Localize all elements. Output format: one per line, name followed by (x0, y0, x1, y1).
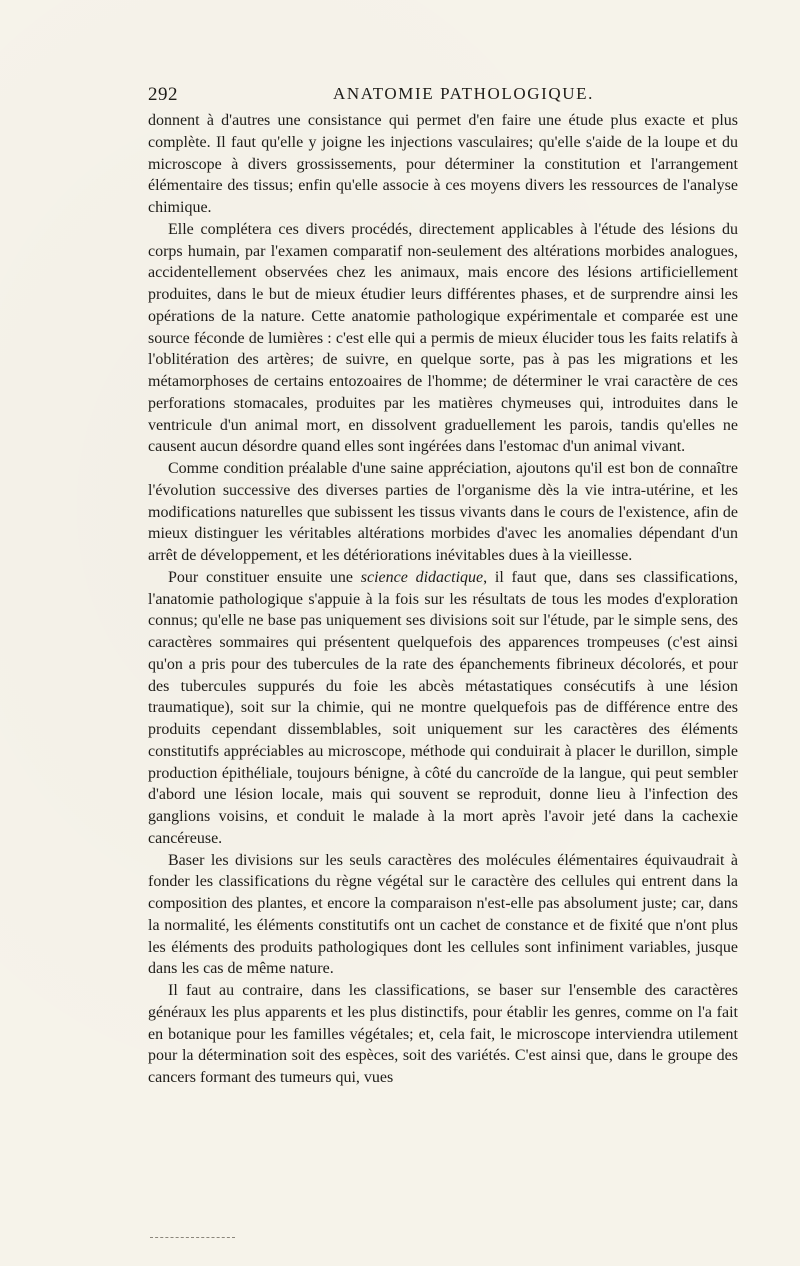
paragraph-3-text: Comme condition préalable d'une saine appréciation, ajoutons qu'il est bon de connaître l'évolution successive des diverses parties de l'organisme dès la vie intra-utérine, et les modifications naturelles que subissent les tissus vivants dans le cours de l'existence, afin de mieux distinguer les véritables altérations morbides d'avec les anomalies dépendant d'un arrêt de développement, et les détériorations inévitables dues à la vieillesse. (148, 460, 738, 564)
paragraph-1-text: donnent à d'autres une consistance qui permet d'en faire une étude plus exacte et plus complète. Il faut qu'elle y joigne les injections vasculaires; qu'elle s'aide de la loupe et du microscope à divers grossissements, pour déterminer la constitution et l'arrangement élémentaire des tissus; enfin qu'elle associe à ces moyens divers les ressources de l'analyse chimique. (148, 112, 738, 216)
paragraph-5-text: Baser les divisions sur les seuls caractères des molécules élémentaires équivaudrait à fonder les classifications du règne végétal sur le caractère des cellules qui entrent dans la composition des plantes, et encore la comparaison n'est-elle pas absolument juste; car, dans la normalité, les éléments constitutifs ont un cachet de constance et de fixité que n'ont plus les éléments des produits pathologiques dont les cellules sont infiniment variables, jusque dans les cas de même nature. (148, 851, 738, 978)
body-text (148, 110, 738, 1089)
page-header (148, 84, 753, 108)
paragraph-6-text: Il faut au contraire, dans les classifications, se baser sur l'ensemble des caractères généraux les plus apparents et les plus distinctifs, pour établir les genres, comme on l'a fait en botanique pour les familles végétales; et, cela fait, le microscope interviendra utilement pour la détermination soit des espèces, soit des variétés. C'est ainsi que, dans le groupe des cancers formant des tumeurs qui, vues (148, 982, 738, 1086)
running-title: ANATOMIE PATHOLOGIQUE. (333, 84, 594, 103)
paragraph-4-text-after: , il faut que, dans ses classifications, l'anatomie pathologique s'appuie à la fois sur les résultats de tous les modes d'exploration connus; qu'elle ne base pas uniquement ses divisions soit sur l'étude, par le simple sens, des caractères sommaires qui présentent quelquefois des apparences trompeuses (c'est ainsi qu'on a pris pour des tubercules de la rate des épanchements fibrineux décolorés, et pour des tubercules suppurés du foie les abcès métastatiques consécutifs à une lésion traumatique), soit sur la chimie, qui ne montre quelquefois pas de différence entre des produits cependant dissemblables, soit uniquement sur les caractères des éléments constitutifs appréciables au microscope, méthode qui conduirait à placer le durillon, simple production épithéliale, toujours bénigne, à côté du cancroïde de la langue, qui peut sembler d'abord une lésion locale, mais qui souvent se reproduit, donne lieu à l'infection des ganglions voisins, et conduit le malade à la mort après l'avoir jeté dans la cachexie cancéreuse. (148, 568, 739, 847)
page-number: 292 (148, 84, 178, 105)
paragraph-5 (148, 850, 738, 981)
paragraph-2 (148, 219, 738, 458)
paragraph-4-text-before: Pour constituer ensuite une (168, 568, 361, 586)
paragraph-4 (148, 567, 738, 850)
footer-rule (150, 1237, 235, 1238)
paragraph-4-italic-term: science didactique (360, 568, 484, 586)
paragraph-3 (148, 458, 738, 567)
paragraph-6 (148, 980, 738, 1089)
paragraph-2-text: Elle complétera ces divers procédés, directement applicables à l'étude des lésions du corps humain, par l'examen comparatif non-seulement des altérations morbides analogues, accidentellement observées chez les animaux, mais encore des lésions artificiellement produites, dans le but de mieux étudier leurs différentes phases, et de surprendre ainsi les opérations de la nature. Cette anatomie pathologique expérimentale et comparée est une source féconde de lumières : c'est elle qui a permis de mieux élucider tous les faits relatifs à l'oblitération des artères; de suivre, en quelque sorte, pas à pas les migrations et les métamorphoses de certains entozoaires de l'homme; de déterminer le vrai caractère de ces perforations stomacales, produites par les matières chymeuses qui, introduites dans le ventricule d'un animal mort, en dissolvent graduellement les parois, tandis qu'elles ne causent aucun désordre quand elles sont ingérées dans l'estomac d'un animal vivant. (148, 220, 738, 456)
paragraph-1 (148, 110, 738, 219)
